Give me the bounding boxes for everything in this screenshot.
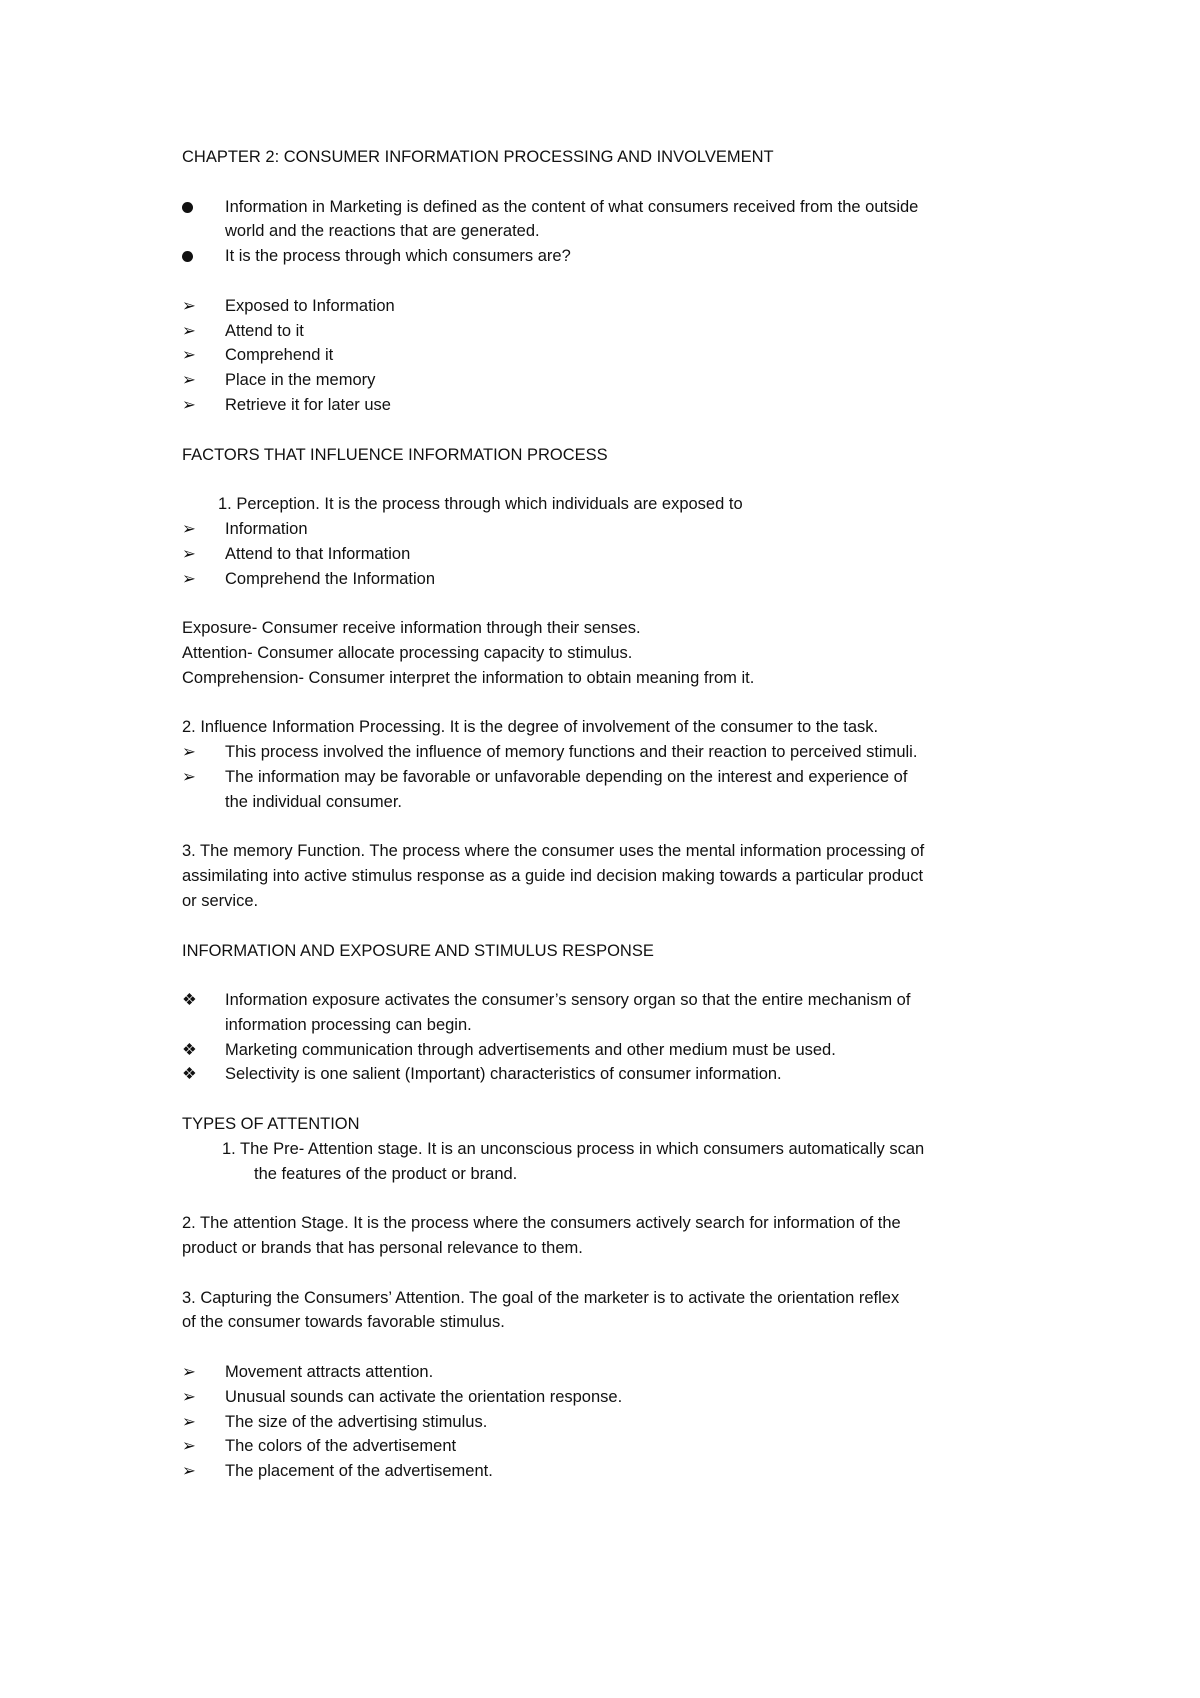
spacer bbox=[182, 269, 1042, 294]
intro-bullet bbox=[182, 195, 1042, 245]
definition-exposure: Exposure- Consumer receive information through their senses. bbox=[182, 619, 641, 638]
influence-line: 2. Influence Information Processing. It is the degree of involvement of the consumer to the task. bbox=[182, 718, 879, 737]
arrow-bullet-icon: ➢ bbox=[182, 569, 196, 588]
list-item-text: Exposed to Information bbox=[225, 296, 395, 315]
spacer bbox=[182, 1087, 1042, 1112]
list-item bbox=[182, 1385, 1042, 1410]
capturing-attention-line2: of the consumer towards favorable stimulus. bbox=[182, 1313, 505, 1332]
perception-list bbox=[182, 517, 1042, 591]
arrow-bullet-icon: ➢ bbox=[182, 371, 196, 390]
list-item bbox=[182, 1360, 1042, 1385]
intro-bullet-text-cont: world and the reactions that are generated. bbox=[225, 222, 540, 241]
list-item-text: Place in the memory bbox=[225, 371, 376, 390]
list-item bbox=[182, 567, 1042, 592]
list-item-text: Marketing communication through advertisements and other medium must be used. bbox=[225, 1040, 836, 1059]
arrow-bullet-icon: ➢ bbox=[182, 767, 196, 786]
arrow-bullet-icon: ➢ bbox=[182, 544, 196, 563]
list-item-text: This process involved the influence of memory functions and their reaction to perceived stimuli. bbox=[225, 743, 918, 762]
spacer bbox=[182, 467, 1042, 492]
arrow-bullet-icon: ➢ bbox=[182, 321, 196, 340]
section-heading: FACTORS THAT INFLUENCE INFORMATION PROCESS bbox=[182, 445, 608, 464]
list-item bbox=[182, 1062, 1042, 1087]
spacer bbox=[182, 591, 1042, 616]
arrow-bullet-icon: ➢ bbox=[182, 395, 196, 414]
list-item bbox=[182, 1038, 1042, 1063]
list-item-text: Attend to it bbox=[225, 321, 304, 340]
bullet-dot-icon bbox=[182, 244, 202, 270]
list-item-text: Comprehend it bbox=[225, 346, 334, 365]
diamond-bullet-icon: ❖ bbox=[182, 1065, 197, 1084]
list-item-text-cont: information processing can begin. bbox=[225, 1015, 472, 1034]
intro-bullet bbox=[182, 244, 1042, 269]
spacer bbox=[182, 1335, 1042, 1360]
document-page bbox=[182, 145, 1042, 1484]
memory-function-line3: or service. bbox=[182, 891, 259, 910]
pre-attention-line2: the features of the product or brand. bbox=[254, 1164, 518, 1183]
list-item-text-cont: the individual consumer. bbox=[225, 792, 403, 811]
pre-attention-line1: 1. The Pre- Attention stage. It is an unconscious process in which consumers automatically scan bbox=[222, 1139, 925, 1158]
list-item-text: Information bbox=[225, 519, 308, 538]
arrow-bullet-icon: ➢ bbox=[182, 1437, 196, 1456]
list-item bbox=[182, 1410, 1042, 1435]
arrow-bullet-icon: ➢ bbox=[182, 1387, 196, 1406]
list-item-text: Selectivity is one salient (Important) characteristics of consumer information. bbox=[225, 1065, 782, 1084]
list-item bbox=[182, 319, 1042, 344]
spacer bbox=[182, 815, 1042, 840]
spacer bbox=[182, 963, 1042, 988]
process-steps-list bbox=[182, 294, 1042, 418]
spacer bbox=[182, 1261, 1042, 1286]
list-item bbox=[182, 343, 1042, 368]
diamond-bullet-icon: ❖ bbox=[182, 991, 197, 1010]
list-item bbox=[182, 393, 1042, 418]
arrow-bullet-icon: ➢ bbox=[182, 743, 196, 762]
list-item bbox=[182, 988, 1042, 1038]
memory-function-line2: assimilating into active stimulus response as a guide ind decision making towards a particular product bbox=[182, 867, 924, 886]
list-item-text: The colors of the advertisement bbox=[225, 1437, 457, 1456]
spacer bbox=[182, 1186, 1042, 1211]
list-item bbox=[182, 542, 1042, 567]
spacer bbox=[182, 914, 1042, 939]
list-item bbox=[182, 740, 1042, 765]
definition-attention: Attention- Consumer allocate processing capacity to stimulus. bbox=[182, 643, 633, 662]
list-item bbox=[182, 1434, 1042, 1459]
list-item-text: Information exposure activates the consumer’s sensory organ so that the entire mechanism of bbox=[225, 991, 911, 1010]
arrow-bullet-icon: ➢ bbox=[182, 346, 196, 365]
list-item-text: Retrieve it for later use bbox=[225, 395, 391, 414]
list-item-text: Attend to that Information bbox=[225, 544, 411, 563]
arrow-bullet-icon: ➢ bbox=[182, 296, 196, 315]
list-item-text: The placement of the advertisement. bbox=[225, 1462, 493, 1481]
arrow-bullet-icon: ➢ bbox=[182, 519, 196, 538]
section-heading: INFORMATION AND EXPOSURE AND STIMULUS RESPONSE bbox=[182, 941, 654, 960]
memory-function-line1: 3. The memory Function. The process where the consumer uses the mental information processing of bbox=[182, 842, 925, 861]
list-item-text: Comprehend the Information bbox=[225, 569, 436, 588]
bullet-dot-icon bbox=[182, 195, 202, 221]
spacer bbox=[182, 691, 1042, 716]
intro-bullet-text: Information in Marketing is defined as the content of what consumers received from the outside bbox=[225, 197, 919, 216]
arrow-bullet-icon: ➢ bbox=[182, 1363, 196, 1382]
list-item bbox=[182, 1459, 1042, 1484]
list-item bbox=[182, 765, 1042, 815]
arrow-bullet-icon: ➢ bbox=[182, 1412, 196, 1431]
perception-line: 1. Perception. It is the process through which individuals are exposed to bbox=[218, 495, 743, 514]
intro-bullet-text: It is the process through which consumers are? bbox=[225, 247, 571, 266]
arrow-bullet-icon: ➢ bbox=[182, 1462, 196, 1481]
list-item bbox=[182, 368, 1042, 393]
list-item-text: Unusual sounds can activate the orientation response. bbox=[225, 1387, 623, 1406]
chapter-title: CHAPTER 2: CONSUMER INFORMATION PROCESSING AND INVOLVEMENT bbox=[182, 148, 774, 166]
spacer bbox=[182, 418, 1042, 443]
spacer bbox=[182, 170, 1042, 195]
list-item-text: The size of the advertising stimulus. bbox=[225, 1412, 488, 1431]
attention-stage-line1: 2. The attention Stage. It is the process where the consumers actively search for information of the bbox=[182, 1214, 901, 1233]
attention-factors-list bbox=[182, 1360, 1042, 1484]
list-item-text: Movement attracts attention. bbox=[225, 1363, 434, 1382]
definition-comprehension: Comprehension- Consumer interpret the information to obtain meaning from it. bbox=[182, 668, 755, 687]
list-item bbox=[182, 517, 1042, 542]
list-item-text: The information may be favorable or unfavorable depending on the interest and experience of bbox=[225, 767, 908, 786]
attention-stage-line2: product or brands that has personal relevance to them. bbox=[182, 1239, 583, 1258]
section-heading: TYPES OF ATTENTION bbox=[182, 1115, 360, 1134]
diamond-bullet-icon: ❖ bbox=[182, 1040, 197, 1059]
list-item bbox=[182, 294, 1042, 319]
capturing-attention-line1: 3. Capturing the Consumers’ Attention. The goal of the marketer is to activate the orientation reflex bbox=[182, 1288, 900, 1307]
